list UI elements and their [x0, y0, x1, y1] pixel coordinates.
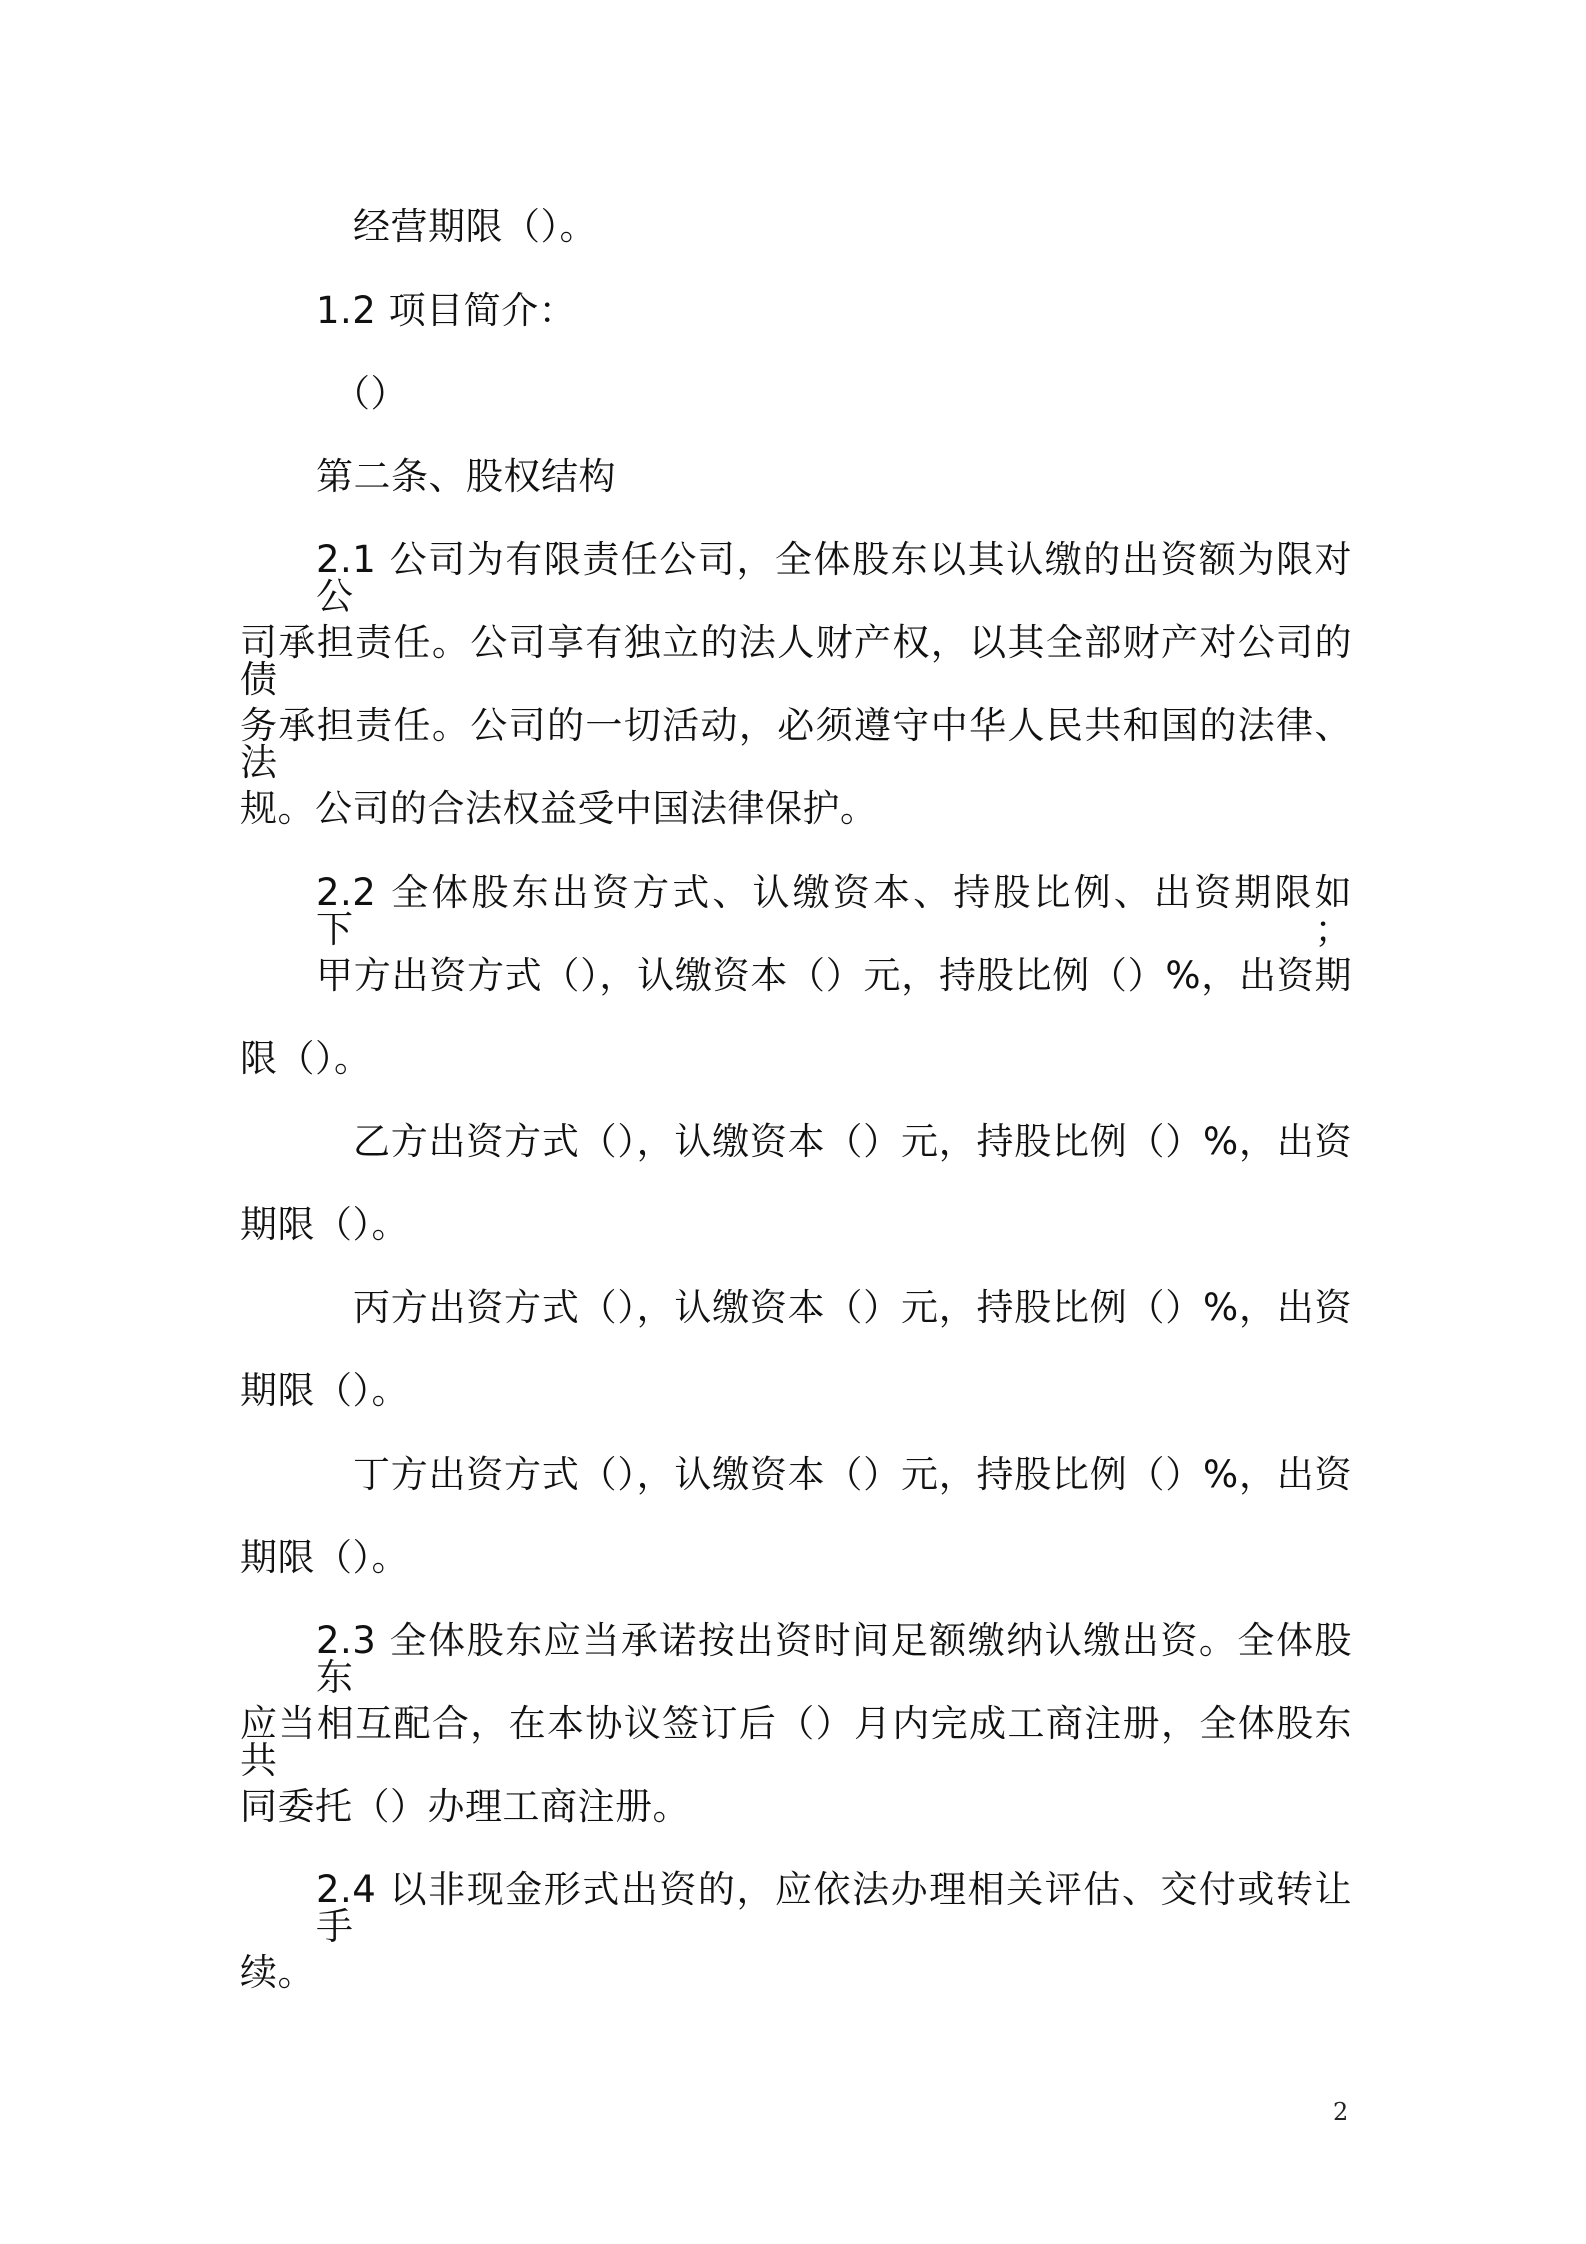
paragraph-line: 2.1 公司为有限责任公司，全体股东以其认缴的出资额为限对公	[316, 538, 1352, 618]
paragraph-line: 乙方出资方式（），认缴资本（）元，持股比例（）%，出资	[353, 1120, 1352, 1163]
article-heading: 第二条、股权结构	[316, 455, 616, 498]
text-line: 经营期限（）。	[353, 205, 597, 248]
paragraph-line: 期限（）。	[240, 1203, 409, 1246]
paragraph-line: 2.2 全体股东出资方式、认缴资本、持股比例、出资期限如下；	[316, 871, 1352, 951]
paragraph-line: 丁方出资方式（），认缴资本（）元，持股比例（）%，出资	[353, 1453, 1352, 1496]
paragraph-line: 期限（）。	[240, 1536, 409, 1579]
paragraph-line: 司承担责任。公司享有独立的法人财产权，以其全部财产对公司的债	[240, 621, 1352, 701]
text-line: （）	[333, 372, 408, 415]
paragraph-line: 期限（）。	[240, 1369, 409, 1412]
paragraph-line: 甲方出资方式（），认缴资本（）元，持股比例（）%，出资期	[316, 954, 1352, 997]
page-number: 2	[1333, 2098, 1349, 2126]
section-heading: 1.2 项目简介：	[316, 289, 577, 332]
paragraph-line: 规。公司的合法权益受中国法律保护。	[240, 787, 878, 830]
paragraph-line: 2.3 全体股东应当承诺按出资时间足额缴纳认缴出资。全体股东	[316, 1619, 1352, 1699]
paragraph-line: 限（）。	[240, 1037, 372, 1080]
paragraph-line: 同委托（）办理工商注册。	[240, 1785, 690, 1828]
paragraph-line: 应当相互配合，在本协议签订后（）月内完成工商注册，全体股东共	[240, 1702, 1352, 1782]
paragraph-line: 续。	[240, 1951, 315, 1994]
paragraph-line: 务承担责任。公司的一切活动，必须遵守中华人民共和国的法律、法	[240, 704, 1352, 784]
paragraph-line: 丙方出资方式（），认缴资本（）元，持股比例（）%，出资	[353, 1286, 1352, 1329]
paragraph-line: 2.4 以非现金形式出资的，应依法办理相关评估、交付或转让手	[316, 1868, 1352, 1948]
